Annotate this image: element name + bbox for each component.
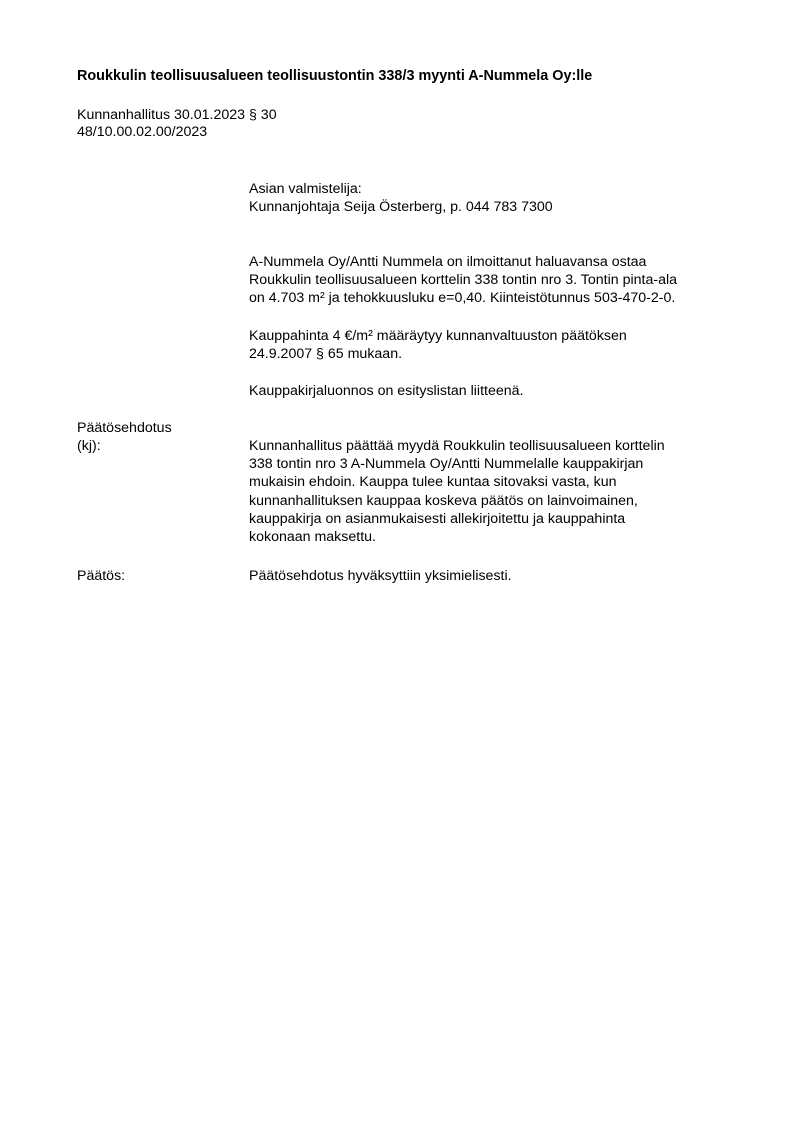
preparer-block bbox=[249, 180, 749, 216]
proposal-label-line: Päätösehdotus bbox=[77, 420, 172, 436]
body-paragraph-1 bbox=[249, 253, 749, 308]
proposal-line: Kunnanhallitus päättää myydä Roukkulin teollisuusalueen korttelin bbox=[249, 438, 665, 454]
decision-label: Päätös: bbox=[77, 568, 126, 584]
meeting-meta bbox=[77, 107, 277, 141]
decision-text bbox=[249, 567, 749, 585]
preparer-name: Kunnanjohtaja Seija Österberg, p. 044 783 7300 bbox=[249, 199, 553, 216]
case-number: 48/10.00.02.00/2023 bbox=[77, 124, 208, 140]
body-paragraph-3 bbox=[249, 382, 749, 400]
body-line: Roukkulin teollisuusalueen korttelin 338 tontin nro 3. Tontin pinta-ala bbox=[249, 272, 677, 289]
proposal-label bbox=[77, 419, 172, 455]
proposal-line: kunnanhallituksen kauppaa koskeva päätös on lainvoimainen, bbox=[249, 492, 638, 509]
body-line: A-Nummela Oy/Antti Nummela on ilmoittanut haluavansa ostaa bbox=[249, 254, 647, 270]
preparer-label: Asian valmistelija: bbox=[249, 181, 362, 197]
proposal-line: kokonaan maksettu. bbox=[249, 529, 376, 546]
body-line: Kauppakirjaluonnos on esityslistan liitteenä. bbox=[249, 383, 524, 399]
proposal-text bbox=[249, 437, 749, 546]
document-title: Roukkulin teollisuusalueen teollisuustontin 338/3 myynti A-Nummela Oy:lle bbox=[77, 68, 593, 84]
proposal-line: kauppakirja on asianmukaisesti allekirjoitettu ja kauppahinta bbox=[249, 510, 626, 527]
body-paragraph-2 bbox=[249, 327, 749, 363]
meeting-line: Kunnanhallitus 30.01.2023 § 30 bbox=[77, 107, 277, 123]
proposal-line: mukaisin ehdoin. Kauppa tulee kuntaa sitovaksi vasta, kun bbox=[249, 474, 617, 491]
proposal-line: 338 tontin nro 3 A-Nummela Oy/Antti Nummelalle kauppakirjan bbox=[249, 456, 644, 473]
body-line: 24.9.2007 § 65 mukaan. bbox=[249, 346, 403, 363]
proposal-label-line: (kj): bbox=[77, 438, 101, 455]
decision-line: Päätösehdotus hyväksyttiin yksimielisesti. bbox=[249, 568, 512, 584]
body-line: Kauppahinta 4 €/m² määräytyy kunnanvaltuuston päätöksen bbox=[249, 328, 627, 344]
body-line: on 4.703 m² ja tehokkuusluku e=0,40. Kiinteistötunnus 503-470-2-0. bbox=[249, 290, 676, 307]
